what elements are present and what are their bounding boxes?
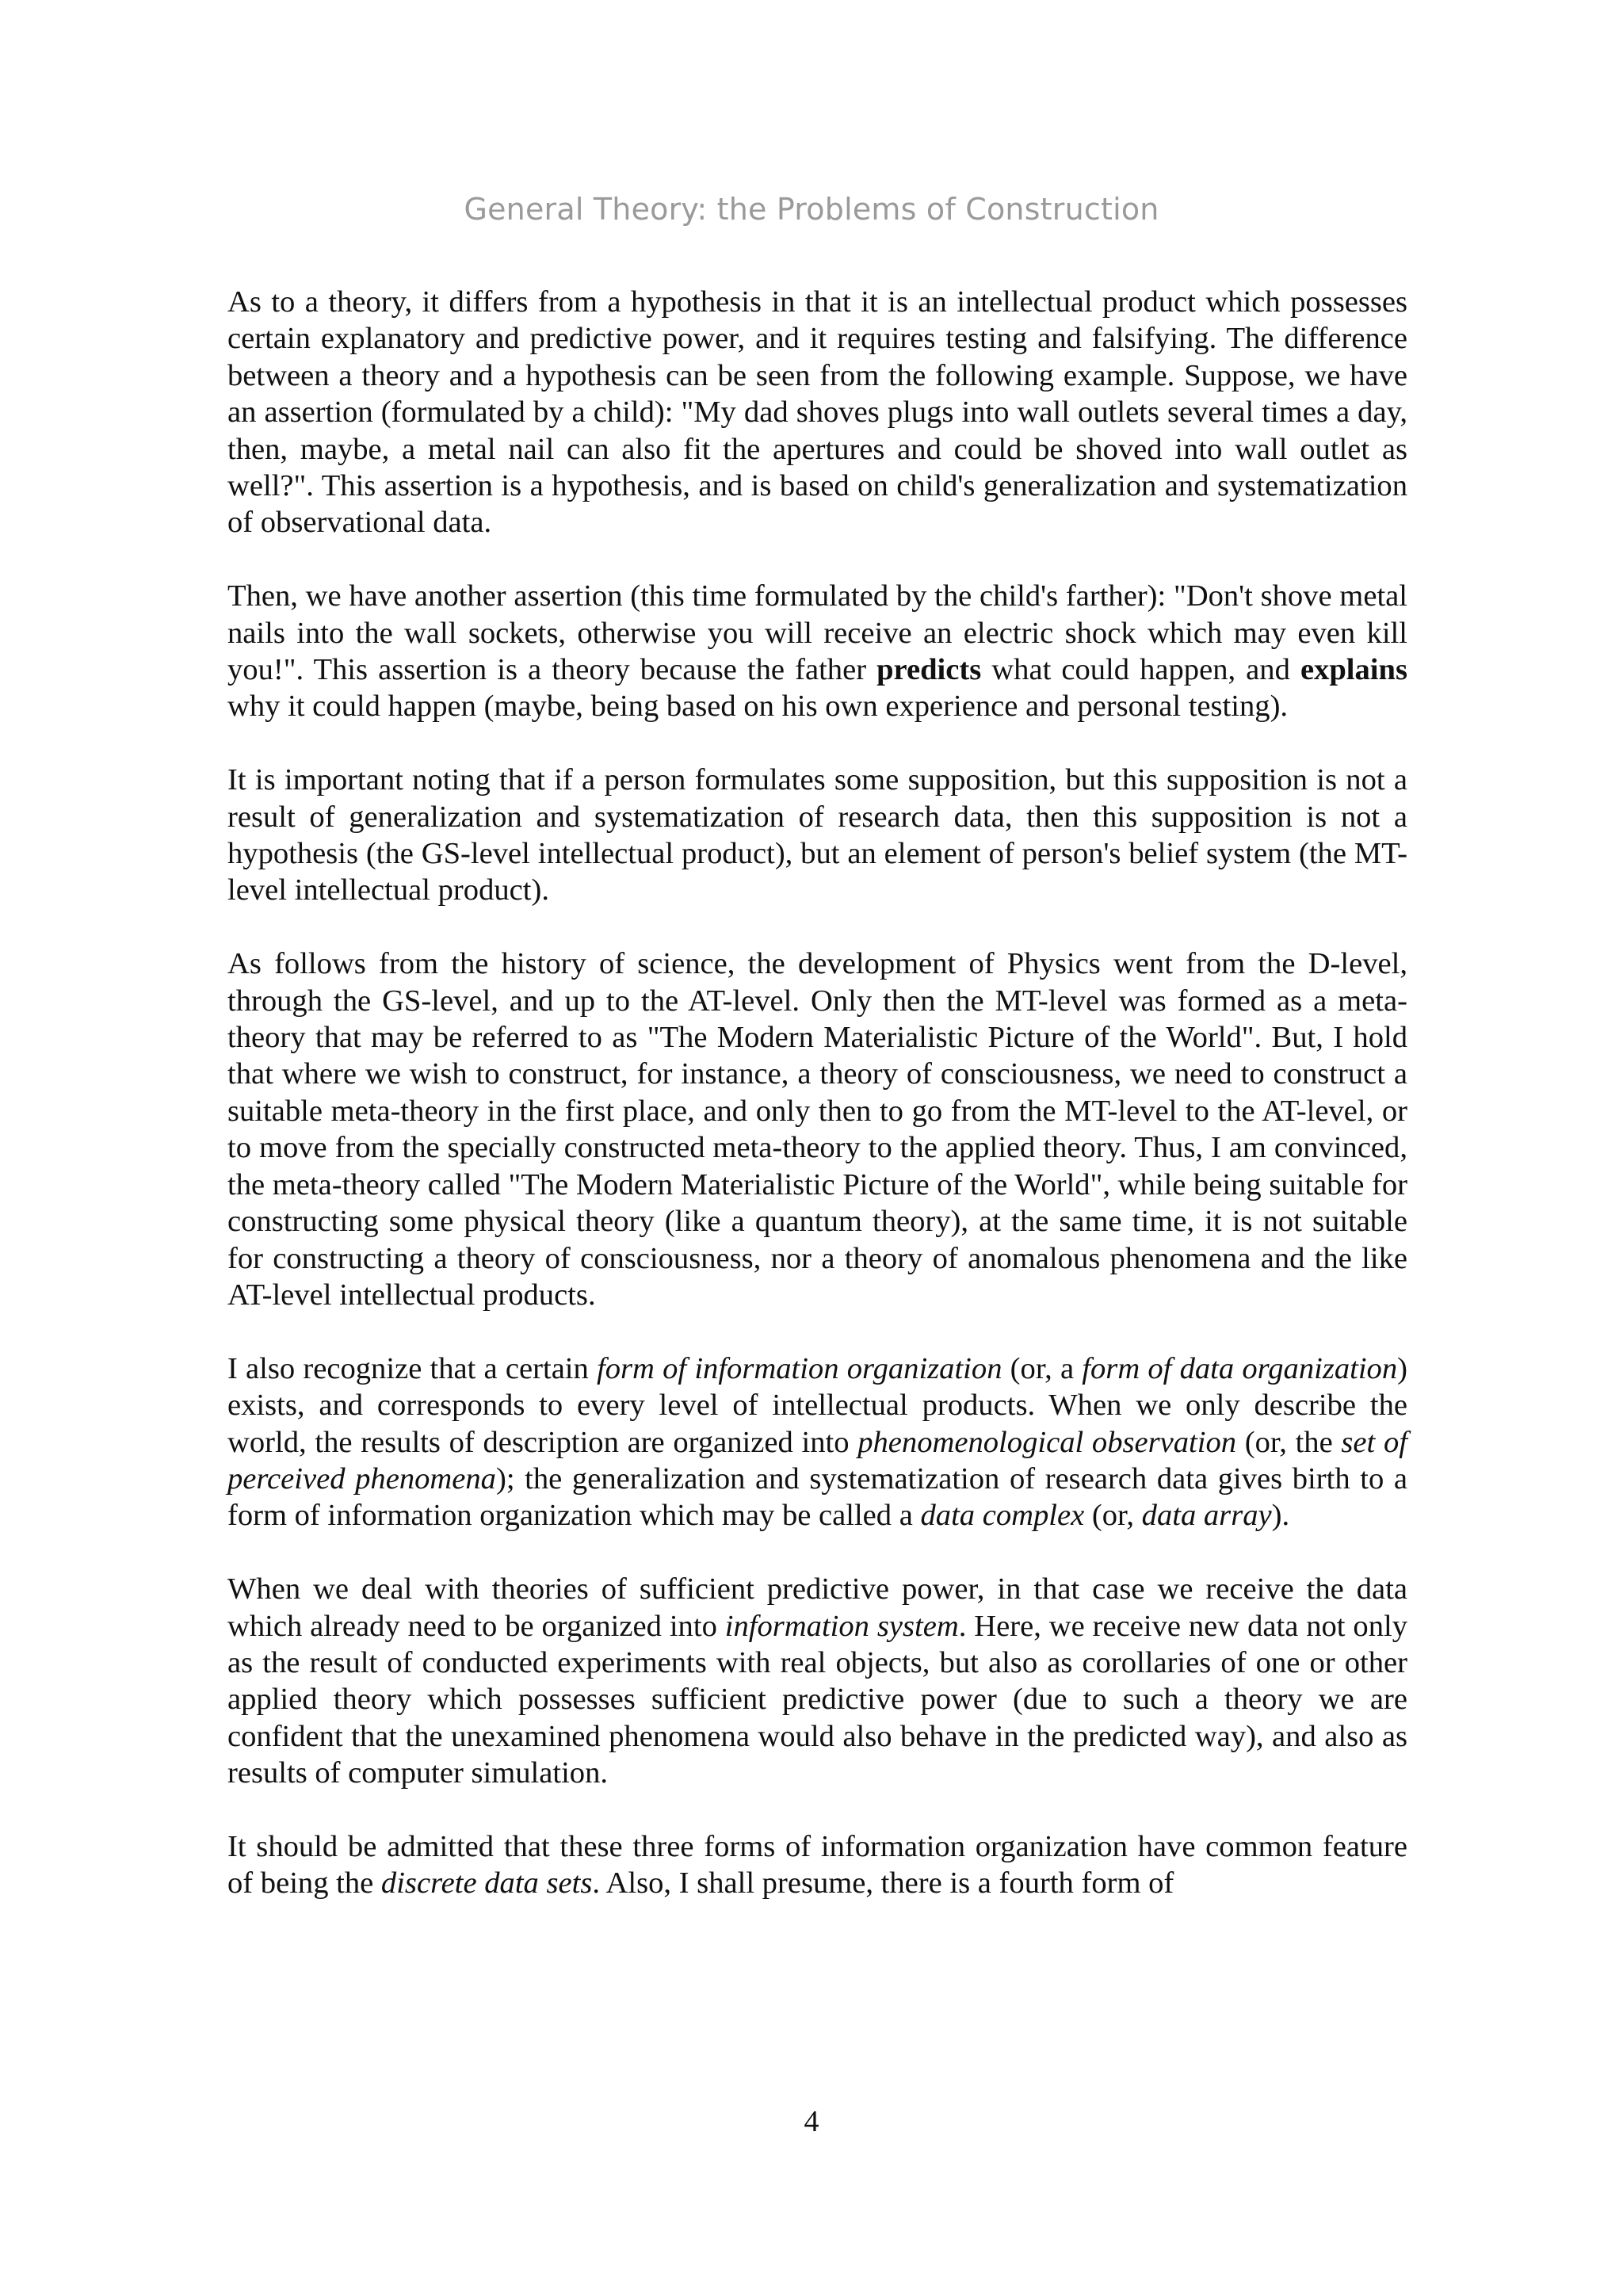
italic-text: data array <box>1141 1499 1272 1533</box>
bold-text: predicts <box>876 653 982 687</box>
text-run: ) exists, and corresponds to every level of intellectual products. When we only describe the world, the results of description are organized into <box>227 1351 1407 1459</box>
text-run: . Here, we receive new data not only as the result of conducted experiments with real objects, but also as corollaries of one or other applied theory which possesses sufficient predictive power (due to such a theory we are confident that the unexamined phenomena would also behave in the predicted way), and also as results of computer simulation. <box>227 1609 1408 1790</box>
paragraph <box>227 1350 1407 1534</box>
paragraph <box>227 284 1407 541</box>
italic-text: form of data organization <box>1082 1351 1398 1385</box>
text-run: I also recognize that a certain <box>227 1351 598 1385</box>
text-run: When we deal with theories of sufficient predictive power, in that case we receive the data which already need to be organized into <box>227 1572 1407 1643</box>
text-run: ). <box>1271 1499 1290 1533</box>
text-run: Then, we have another assertion (this time formulated by the child's farther): "Don't shove metal nails into the wall sockets, otherwise you will receive an electric shock which may even kill you!". This assertion is a theory because the father <box>227 579 1407 687</box>
running-header: General Theory: the Problems of Construction <box>464 192 1159 227</box>
paragraph <box>227 1571 1407 1791</box>
text-run: It is important noting that if a person formulates some supposition, but this supposition is not a result of generalization and systematization of research data, then this supposition is not a hypothesis (the GS-level intellectual product), but an element of person's belief system (the MT-level intellectual product). <box>227 763 1407 907</box>
italic-text: discrete data sets <box>380 1866 593 1901</box>
italic-text: set of perceived phenomena <box>227 1425 1407 1496</box>
page-number: 4 <box>804 2105 819 2138</box>
text-run: . Also, I shall presume, there is a fourth form of <box>592 1866 1174 1901</box>
italic-text: data complex <box>920 1499 1085 1533</box>
text-run: As follows from the history of science, the development of Physics went from the D-level, through the GS-level, and up to the AT-level. Only then the MT-level was formed as a meta-theory that may be referred to as "The Modern Materialistic Picture of the World". But, I hold that where we wish to construct, for instance, a theory of consciousness, we need to construct a suitable meta-theory in the first place, and only then to go from the MT-level to the AT-level, or to move from the specially constructed meta-theory to the applied theory. Thus, I am convinced, the meta-theory called "The Modern Materialistic Picture of the World", while being suitable for constructing some physical theory (like a quantum theory), at the same time, it is not suitable for constructing a theory of consciousness, nor a theory of anomalous phenomena and the like AT-level intellectual products. <box>227 947 1407 1312</box>
text-run: ); the generalization and systematization of research data gives birth to a form of information organization which may be called a <box>227 1461 1407 1533</box>
bold-text: explains <box>1300 653 1407 687</box>
paragraph <box>227 1828 1407 1902</box>
italic-text: form of information organization <box>597 1351 1002 1385</box>
text-run: why it could happen (maybe, being based on his own experience and personal testing). <box>227 690 1289 724</box>
text-run: what could happen, and <box>981 653 1300 687</box>
text-run: (or, a <box>1002 1351 1083 1385</box>
paragraph <box>227 762 1407 909</box>
italic-text: information system <box>724 1609 959 1643</box>
paragraph <box>227 578 1407 725</box>
text-run: As to a theory, it differs from a hypothesis in that it is an intellectual product which possesses certain explanatory and predictive power, and it requires testing and falsifying. The difference between a theory and a hypothesis can be seen from the following example. Suppose, we have an assertion (formulated by a child): "My dad shoves plugs into wall outlets several times a day, then, maybe, a metal nail can also fit the apertures and could be shoved into wall outlet as well?". This assertion is a hypothesis, and is based on child's generalization and systematization of observational data. <box>227 285 1407 540</box>
text-run: (or, <box>1084 1499 1142 1533</box>
text-run: (or, the <box>1236 1425 1342 1459</box>
italic-text: phenomenological observation <box>857 1425 1237 1459</box>
paragraph <box>227 946 1407 1313</box>
text-run: It should be admitted that these three forms of information organization have common feature of being the <box>227 1829 1407 1901</box>
body-text <box>227 284 1407 1902</box>
